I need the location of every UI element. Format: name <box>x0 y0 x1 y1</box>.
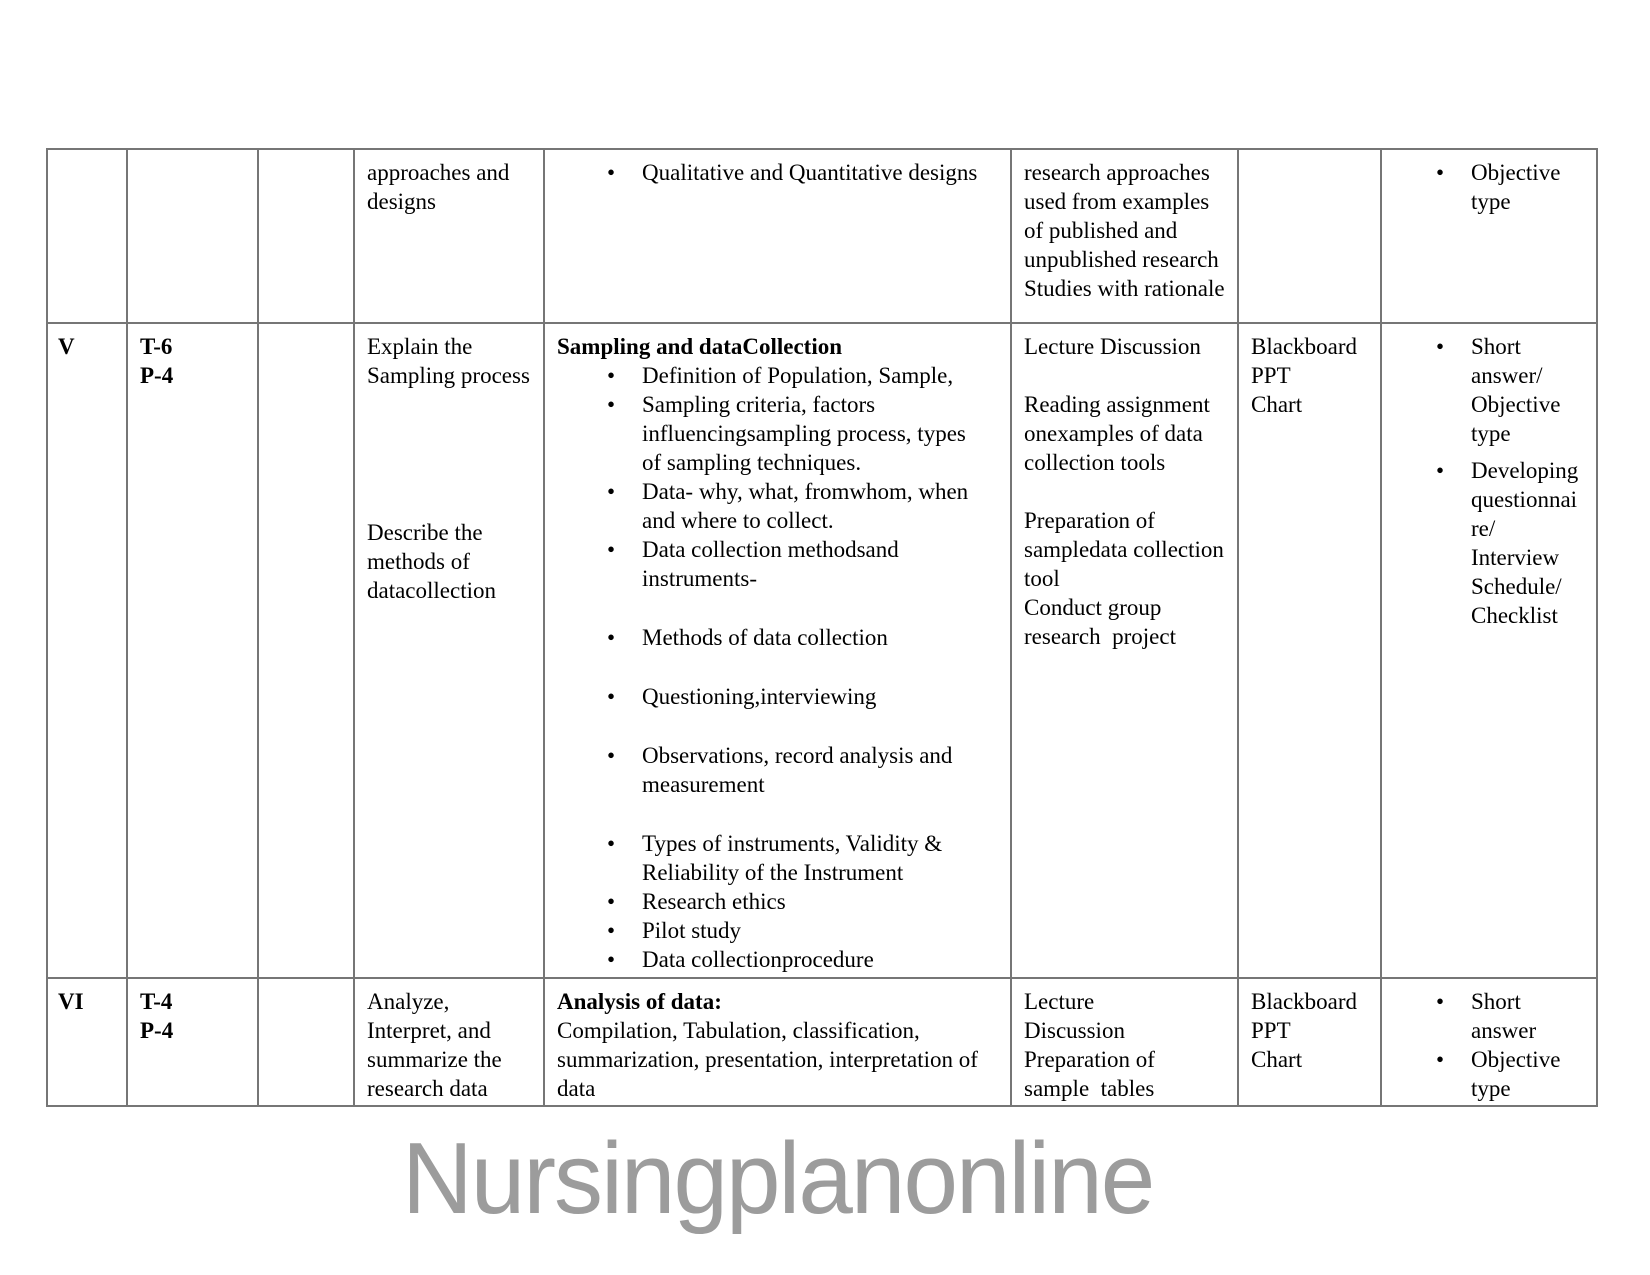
bullet-icon: • <box>1436 160 1445 185</box>
assessment-bullet-text: Objective type <box>1471 160 1561 214</box>
list-item <box>1436 158 1582 216</box>
activity-text: research approaches used from examples of published and unpublished research Studies with rationale <box>1024 160 1225 301</box>
list-item <box>607 945 985 974</box>
assessment-bullet-list <box>1436 332 1582 630</box>
bullet-icon: • <box>1436 458 1445 483</box>
bullet-icon: • <box>607 537 616 562</box>
list-item <box>607 916 985 945</box>
objective-text: Explain the Sampling process <box>367 334 530 388</box>
content-bullet-text: Types of instruments, Validity & Reliability of the Instrument <box>642 831 943 885</box>
unit-cell <box>48 979 128 1107</box>
assessment-cell <box>1382 150 1598 324</box>
list-item <box>607 887 985 916</box>
unit-cell <box>48 324 128 979</box>
av-aid: Blackboard <box>1251 334 1358 359</box>
content-cell <box>545 979 1012 1107</box>
content-bullet-list <box>607 361 985 974</box>
list-item <box>607 829 985 887</box>
hours-theory: T-4 <box>140 989 173 1014</box>
av-aids-cell <box>1239 324 1382 979</box>
content-bullet-text: Data collection methodsand instruments- <box>642 537 899 591</box>
bullet-icon: • <box>607 392 616 417</box>
content-heading: Sampling and dataCollection <box>557 334 842 359</box>
activities-cell <box>1012 324 1239 979</box>
content-bullet-text: Qualitative and Quantitative designs <box>642 160 978 185</box>
list-item <box>607 477 985 535</box>
bullet-icon: • <box>607 889 616 914</box>
list-item <box>1436 456 1582 630</box>
bullet-icon: • <box>1436 334 1445 359</box>
content-bullet-text: Questioning,interviewing <box>642 684 877 709</box>
content-bullet-text: Methods of data collection <box>642 625 888 650</box>
av-aid: PPT <box>1251 363 1291 388</box>
bullet-icon: • <box>607 831 616 856</box>
bullet-icon: • <box>607 947 616 972</box>
list-item <box>1436 332 1582 448</box>
activity-text: Lecture <box>1024 989 1095 1014</box>
bullet-icon: • <box>1436 989 1445 1014</box>
assessment-bullet-text: Objective type <box>1471 1047 1561 1101</box>
activity-text: Lecture Discussion <box>1024 334 1201 359</box>
empty-cell <box>259 324 355 979</box>
list-item <box>607 741 985 799</box>
objective-text: approaches and designs <box>367 160 510 214</box>
assessment-cell <box>1382 324 1598 979</box>
av-aid: Blackboard <box>1251 989 1358 1014</box>
content-bullet-text: Observations, record analysis and measurement <box>642 743 953 797</box>
av-aid: Chart <box>1251 392 1303 417</box>
hours-cell <box>128 150 259 324</box>
av-aids-cell <box>1239 150 1382 324</box>
content-cell <box>545 150 1012 324</box>
activity-text: sample tables <box>1024 1076 1155 1101</box>
assessment-bullet-list <box>1436 158 1582 216</box>
assessment-bullet-list <box>1436 987 1582 1103</box>
objectives-cell <box>355 324 545 979</box>
watermark: Nursingplanonline <box>402 1123 1154 1235</box>
objective-text: Analyze, Interpret, and summarize the research data <box>367 989 502 1101</box>
hours-cell <box>128 979 259 1107</box>
av-aids-cell <box>1239 979 1382 1107</box>
activity-text: Discussion <box>1024 1018 1125 1043</box>
assessment-bullet-text: Short answer/ Objective type <box>1471 334 1561 446</box>
activities-cell <box>1012 979 1239 1107</box>
assessment-cell <box>1382 979 1598 1107</box>
bullet-icon: • <box>607 160 616 185</box>
assessment-bullet-text: Short answer <box>1471 989 1537 1043</box>
syllabus-table <box>46 148 1598 1107</box>
content-body: Compilation, Tabulation, classification, summarization, presentation, interpretation of data <box>557 1018 978 1101</box>
content-bullet-list <box>607 158 985 187</box>
content-bullet-text: Pilot study <box>642 918 742 943</box>
activity-text: Preparation of sampledata collection tool <box>1024 508 1230 591</box>
content-bullet-text: Data collectionprocedure <box>642 947 874 972</box>
unit-number: V <box>58 334 75 359</box>
list-item <box>607 535 985 593</box>
objectives-cell <box>355 979 545 1107</box>
av-aid: Chart <box>1251 1047 1303 1072</box>
activity-text: Reading assignment onexamples of data collection tools <box>1024 392 1216 475</box>
hours-theory: T-6 <box>140 334 173 359</box>
empty-cell <box>259 150 355 324</box>
objectives-cell <box>355 150 545 324</box>
hours-practical: P-4 <box>140 1018 174 1043</box>
list-item <box>607 390 985 477</box>
content-bullet-text: Data- why, what, fromwhom, when and where to collect. <box>642 479 969 533</box>
bullet-icon: • <box>607 684 616 709</box>
empty-cell <box>259 979 355 1107</box>
unit-cell <box>48 150 128 324</box>
list-item <box>1436 1045 1582 1103</box>
hours-practical: P-4 <box>140 363 174 388</box>
content-bullet-text: Definition of Population, Sample, <box>642 363 954 388</box>
assessment-bullet-text: Developing questionnaire/ Interview Schedule/ Checklist <box>1471 458 1579 628</box>
av-aid: PPT <box>1251 1018 1291 1043</box>
list-item <box>607 361 985 390</box>
bullet-icon: • <box>607 625 616 650</box>
bullet-icon: • <box>607 363 616 388</box>
bullet-icon: • <box>607 918 616 943</box>
content-bullet-text: Research ethics <box>642 889 786 914</box>
list-item <box>607 158 985 187</box>
content-cell <box>545 324 1012 979</box>
activity-text: Preparation of <box>1024 1047 1155 1072</box>
bullet-icon: • <box>607 743 616 768</box>
activity-text: Conduct group research project <box>1024 595 1176 649</box>
content-bullet-text: Sampling criteria, factors influencingsampling process, types of sampling techniques. <box>642 392 966 475</box>
objective-text: Describe the methods of datacollection <box>367 520 496 603</box>
activities-cell <box>1012 150 1239 324</box>
content-heading: Analysis of data: <box>557 989 722 1014</box>
list-item <box>607 623 985 652</box>
list-item <box>1436 987 1582 1045</box>
hours-cell <box>128 324 259 979</box>
bullet-icon: • <box>607 479 616 504</box>
unit-number: VI <box>58 989 84 1014</box>
bullet-icon: • <box>1436 1047 1445 1072</box>
list-item <box>607 682 985 711</box>
